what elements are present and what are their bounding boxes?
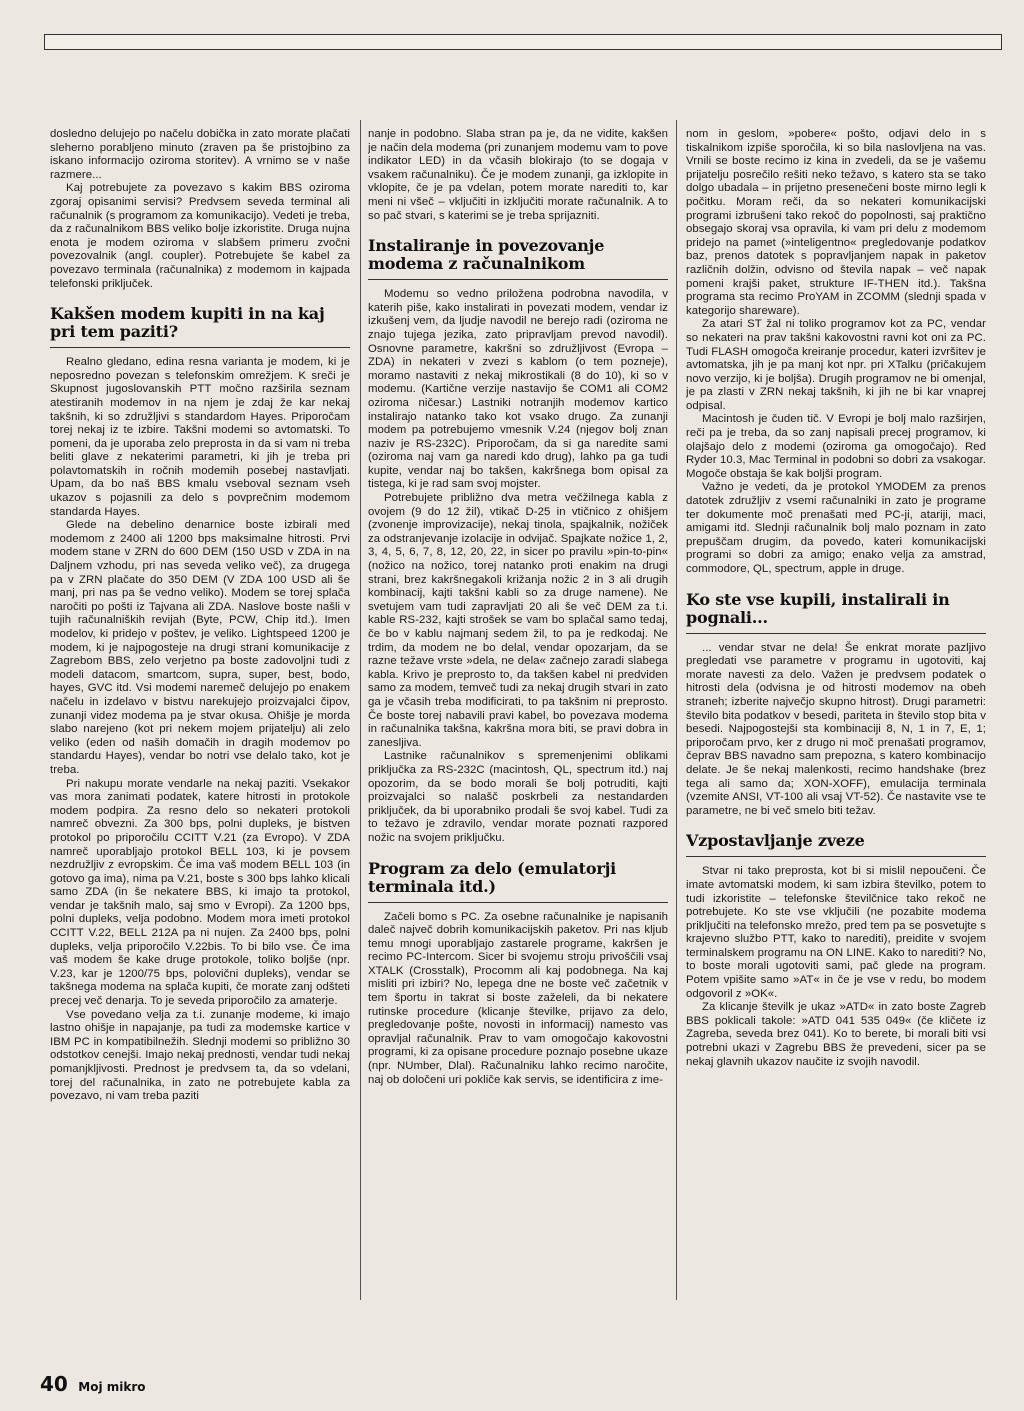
section-heading: Vzpostavljanje zveze <box>686 832 986 857</box>
magazine-name: Moj mikro <box>78 1380 146 1394</box>
paragraph: Začeli bomo s PC. Za osebne računalnike je napisanih daleč največ dobrih komunikacijskih paketov. Pri nas kljub temu mnogi uporabljajo zastarele programe, kakršen je recimo PC-Intercom. Sicer bi svojemu stroju privoščili vsaj XTALK (Crosstalk), Procomm ali kaj podobnega. Na kaj misliti pri izbiri? No, lepega dne ne boste več začetnik v tem športu in takrat si boste zaželeli, da bi nekatere rutinske procedure (klicanje številke, prijavo za delo, pregledovanje pošte, novosti in informacij) namesto vas opravljal računalnik. Prav to vam omogočajo kakovostni programi, ki za opisane procedure poznajo posebne ukaze (npr. NUmber, Dlal). Računalniku lahko recimo naročite, naj ob določeni uri pokliče kak servis, se identificira z ime- <box>368 910 668 1086</box>
paragraph: Potrebujete približno dva metra večžilnega kabla z ovojem (9 do 12 žil), vtikač D-25 in vtičnico z ohišjem (zvonenje improvizacije), nekaj tinola, spajkalnik, nožiček za odstranjevanje izolacije in odvijač. Spajkate nožice 1, 2, 3, 4, 5, 6, 7, 8, 12, 20, 22, in sicer po pravilu »pin-to-pin« (nožico na nožico, torej natanko proti enakim na drugi strani, brez kakršnegakoli križanja nožic 2 in 3 ali drugih kombinacij, kajti takšni kabli so za druge namene). Ne svetujem vam tudi zapravljati 20 ali še več DEM za t.i. kable RS-232, kajti strošek se vam bo splačal samo tedaj, če bo v kablu najmanj sedem žil, to pa je redkodaj. Ne trdim, da modem ne bo delal, vendar opozarjam, da se razne težave vrste »dela, ne dela« začnejo zaradi slabega kabla. Krivo je preprosto to, da takšen kabel ni predviden samo za modem, temveč tudi za nekaj drugih stvari in zato ga je včasih treba modificirati, to pa takšnim ni preprosto. Če boste torej nabavili pravi kabel, bo povezava modema in računalnika takšna, kakršna mora biti, se pravi dobra in zanesljiva. <box>368 492 668 749</box>
page-footer <box>40 1372 146 1396</box>
paragraph: ... vendar stvar ne dela! Še enkrat morate pazljivo pregledati vse parametre v programu in ugotoviti, kaj morate navesti za delo. Važen je predvsem podatek o hitrosti dela (odvisna je od hitrosti modemov na obeh straneh; izberite največjo skupno hitrost). Drugi parametri: število bita podatkov v besedi, pariteta in število stop bita v besedi. Najpogostejši sta kombinaciji 8, N, 1 in 7, E, 1; priporočam prvo, ker z drugo ni moč prenašati programov, čeprav BBS navadno sam prepozna, s katero kombinacijo delate. Je še nekaj malenkosti, recimo handshake (brez tega ali samo da; XON-XOFF), emulacija terminala (vzemite ANSI, VT-100 ali vsaj VT-52). Če nastavite vse te parametre, ne bi več smelo biti težav. <box>686 641 986 817</box>
paragraph: Za klicanje številk je ukaz »ATD« in zato boste Zagreb BBS poklicali takole: »ATD 041 535 049« (če kličete iz Zagreba, seveda brez 041). Ko to berete, bi morali biti vsi potrebni ukazi v Zagrebu BBS že prevedeni, sicer pa se nekaj glavnih ukazov naučite iz svojih navodil. <box>686 1001 986 1068</box>
paragraph: Macintosh je čuden tič. V Evropi je bolj malo razširjen, reči pa je treba, da so zanj napisali precej programov, ki olajšajo delo z modemi (oziroma ga omogočajo). Red Ryder 10.3, Mac Terminal in podobni so dobri za vsakogar. Mogoče obstaja še kak boljši program. <box>686 413 986 480</box>
top-frame-bar <box>44 34 1002 50</box>
paragraph: Lastnike računalnikov s spremenjenimi oblikami priključka za RS-232C (macintosh, QL, spectrum itd.) naj opozorim, da se bodo morali še bolj potruditi, kajti proizvajalci so nalašč poskrbeli za nestandarden priključek, da bi uporabniko prodali še svoj kabel. Tudi za to težavo je zdravilo, vendar morate poznati razpored nožic na svojem priključku. <box>368 750 668 844</box>
section-heading: Kakšen modem kupiti in na kaj pri tem paziti? <box>50 305 350 348</box>
section-heading: Ko ste vse kupili, instalirali in pognali... <box>686 591 986 634</box>
paragraph: Stvar ni tako preprosta, kot bi si mislil nepoučeni. Če imate avtomatski modem, ki sam izbira številko, potem to tudi izkoristite – telefonske številčnice tako rekoč ne potrebujete. Ko ste vse vključili (ne pozabite modema priključiti na telefonsko mrežo, pred tem pa se posvetujte s krajevno službo PTT, kako to narediti), preidite v svojem terminalskem programu na ON LINE. Kako to narediti? No, to boste morali ugotoviti sami, pač glede na program. Potem vpišite samo »AT« in če je vse v redu, bo modem odgovoril z »OK«. <box>686 865 986 1000</box>
paragraph: Modemu so vedno priložena podrobna navodila, v katerih piše, kako instalirati in povezati modem, vendar iz izkušenj vem, da ljudje navodil ne berejo radi (oziroma ne znajo tujega jezika, zato pripravljam prevod navodil). Osnovne parametre, kakršni so združljivost (Evropa – ZDA) in nekateri v zvezi s kablom (o tem pozneje), moramo nastaviti z nekaj mikrostikali (8 do 10), ki so v modemu. (Kartične verzije nastavijo še COM1 ali COM2 oziroma ničesar.) Lastniki notranjih modemov kartico instalirajo natanko tako kot vsako drugo. Za zunanji modem pa potrebujemo vmesnik V.24 (njegov bolj znan naziv je RS-232C). Priporočam, da si ga naredite sami (oziroma naj vam ga naredi kdo drug), lahko pa ga tudi kupite, vendar naj bo takšen, kakršnega bom opisal za tistega, ki je rad sam svoj mojster. <box>368 288 668 491</box>
article-column-2 <box>368 128 668 1298</box>
paragraph: Pri nakupu morate vendarle na nekaj paziti. Vsekakor vas mora zanimati podatek, katere hitrosti in protokole modem podpira. Za resno delo so nekateri protokoli namreč obvezni. Za 300 bps, polni dupleks, je bistven protokol po priporočilu CCITT V.21 (za Evropo). V ZDA namreč uporabljajo protokol BELL 103, ki je povsem nezdružljiv z evropskim. Če ima vaš modem BELL 103 (in gotovo ga ima), nima pa V.21, boste s 300 bps lahko klicali samo ZDA (in še nekatere BBS, ki imajo ta protokol, vendar je takšnih malo, saj smo v Evropi). Za 1200 bps, polni dupleks, velja podobno. Modem mora imeti protokol CCITT V.22, BELL 212A pa ni nujen. Za 2400 bps, polni dupleks, velja priporočilo V.22bis. To bi bilo vse. Če ima vaš modem še kake druge protokole, toliko boljše (npr. V.23, kar je 1200/75 bps, polovični dupleks), vendar se takšnega modema na splača kupiti, če morate zanj odšteti precej več denarja. To je seveda priporočilo za amaterje. <box>50 777 350 1008</box>
paragraph: nanje in podobno. Slaba stran pa je, da ne vidite, kakšen je način dela modema (pri zunanjem modemu vam to pove indikator LED) in da včasih blokirajo (to se dogaja v vsakem računalniku). Če je modem zunanji, ga izklopite in vklopite, če je pa vdelan, potem morate narediti to, kar meni ni všeč – vključiti in izključiti morate računalnik. A to so pač stvari, s katerimi se je treba sprijazniti. <box>368 128 668 222</box>
section-heading: Instaliranje in povezovanje modema z računalnikom <box>368 237 668 280</box>
paragraph: Kaj potrebujete za povezavo s kakim BBS oziroma zgoraj opisanimi servisi? Predvsem seveda terminal ali računalnik (s programom za komunikacijo). Vedeti je treba, da z računalnikom BBS veliko bolje izkoristite. Druga nujna enota je modem oziroma v slabšem primeru zvočni povezovalnik (angl. coupler). Potrebujete še kabel za povezavo terminala (računalnika) z modemom in kajpada telefonski priključek. <box>50 182 350 290</box>
paragraph: Važno je vedeti, da je protokol YMODEM za prenos datotek združljiv z vsemi računalniki in zato je programe ter dokumente moč prenašati med PC-ji, atariji, maci, amigami itd. Slednji računalnik bolj malo poznam in zato prepuščam drugim, da povedo, kateri komunikacijski programi so dobri za amigo; enako velja za amstrad, commodore, QL, spectrum, apple in druge. <box>686 481 986 575</box>
paragraph: nom in geslom, »pobere« pošto, odjavi delo in s tiskalnikom izpiše sporočila, ki so bila naslovljena na vas. Vrnili se boste recimo iz kina in zvedeli, da se je vašemu prijatelju posrečilo rešiti neko težavo, s katero sta se tako dolgo ubadala – in prijetno presenečeni boste mirno legli k počitku. Moram reči, da so nekateri komunikacijski programi izbrušeni tako rekoč do popolnosti, saj praktično obsegajo skoraj vsa opravila, ki vam pri delu z modemom pridejo na pamet (»inteligentno« pregledovanje podatkov baz, prenos datotek s popravljanjem napak in paketov različnih dolžin, odvisno od števila napak – več napak pomeni krajši paket, strukture IF-THEN itd.). Takšna programa sta recimo ProYAM in ZCOMM (slednji spada v kategorijo shareware). <box>686 128 986 317</box>
paragraph: Vse povedano velja za t.i. zunanje modeme, ki imajo lastno ohišje in napajanje, pa tudi za modemske kartice v IBM PC in kompatibilnežih. Slednji modemi so približno 30 odstotkov cenejši. Imajo nekaj prednosti, vendar tudi nekaj pomanjkljivosti. Prednost je predvsem ta, da so vdelani, torej del računalnika, in zato ne potrebujete kabla za povezavo, ni vam treba paziti <box>50 1008 350 1103</box>
section-heading: Program za delo (emulatorji terminala itd.) <box>368 860 668 903</box>
paragraph: dosledno delujejo po načelu dobička in zato morate plačati sleherno porabljeno minuto (zraven pa še pristojbino za iskano informacijo oziroma storitev). A vrnimo se v naše razmere... <box>50 128 350 181</box>
page-number: 40 <box>40 1372 68 1396</box>
paragraph: Glede na debelino denarnice boste izbirali med modemom z 2400 ali 1200 bps maksimalne hitrosti. Prvi modem stane v ZRN do 600 DEM (150 USD v ZDA in na Daljnem vzhodu, pri nas seveda veliko več), za drugega pa v ZRN plačate do 350 DEM (V ZDA 100 USD ali še manj, pri nas pa še vedno veliko). Modem se torej splača naročiti po pošti iz Tajvana ali ZDA. Naslove boste našli v tujih računalniških revijah (Byte, PCW, Chip itd.). Imen modelov, ki pridejo v poštev, je veliko. Lightspeed 1200 je modem, ki je najpogosteje na drugi strani komunikacije z Zagrebom BBS, zelo verjetno pa boste zadovoljni tudi z modeli datacom, smartcom, supra, super, best, bodo, hayes, GVC itd. Vsi modemi naremeč delujejo po enakem načelu in izdelavo v bistvu narekujejo proizvajalci čipov, zunanji videz modema pa je stvar okusa. Ohišje je morda slabo narejeno (kot pri nekem mojem prijatelju) ali zelo veliko (eden od naših domačih in dragih modemov po standardu Hayes), vendar bo notri vse delalo tako, kot je treba. <box>50 519 350 776</box>
column-divider <box>360 120 361 1300</box>
paragraph: Za atari ST žal ni toliko programov kot za PC, vendar so nekateri na prav takšni kakovostni ravni kot oni za PC. Tudi FLASH omogoča kreiranje procedur, kateri izvršitev je avtomatska, jih je pa manj kot npr. pri XTalku (pričakujem novo verzijo, ki je boljša). Drugih programov ne bi omenjal, je pa zlasti v ZRN nekaj takšnih, ki jih ne bi kar vnaprej odpisal. <box>686 318 986 412</box>
column-divider <box>676 120 677 1300</box>
article-column-3 <box>686 128 986 1298</box>
article-column-1 <box>50 128 350 1298</box>
paragraph: Realno gledano, edina resna varianta je modem, ki je neposredno povezan s telefonskim omrežjem. K sreči je Skupnost jugoslovanskih PTT močno razširila seznam atestiranih modemov in na njem je zdaj že kar nekaj takšnih, ki so združljivi s standardom Hayes. Priporočam torej nekaj iz te izbire. Takšni modemi so avtomatski. To pomeni, da je uporaba zelo preprosta in da si vam ni treba beliti glave z nekaterimi parametri, ki jih je treba pri polavtomatskih in ročnih modemih posebej nastavljati. Upam, da bo naš BBS kmalu vseboval seznam vseh ukazov s pojasnili za delo s povprečnim modemom standarda Hayes. <box>50 356 350 518</box>
